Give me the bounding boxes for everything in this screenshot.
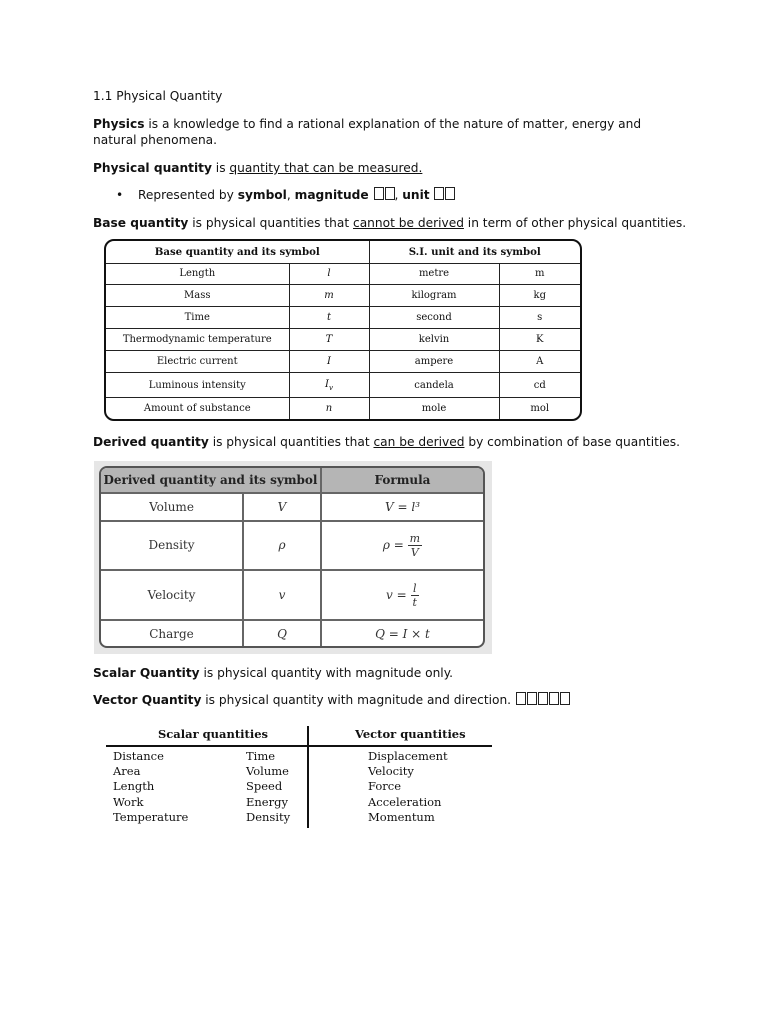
- list-item: Displacement: [368, 749, 448, 763]
- base-quantity-table: [104, 239, 582, 421]
- physical-quantity-term: Physical quantity: [93, 161, 212, 175]
- list-item: Length: [113, 779, 155, 794]
- scalar-list-col1: [113, 749, 188, 825]
- list-item: Momentum: [368, 809, 435, 824]
- base-quantity-definition: Base quantity is physical quantities that cannot be derived in term of other physical quantities.: [93, 216, 687, 230]
- list-item: Speed: [246, 779, 283, 794]
- physics-definition: [93, 116, 663, 148]
- missing-glyph-box: [516, 692, 526, 705]
- table-header: Base quantity and its symbol: [106, 241, 369, 263]
- bullet-dot: •: [116, 188, 124, 202]
- physical-quantity-definition: Physical quantity is quantity that can be measured.: [93, 161, 423, 175]
- table-header: S.I. unit and its symbol: [369, 241, 580, 263]
- missing-glyph-box: [560, 692, 570, 705]
- table-row: Density ρ ρ = $\frac{m}{V}$: [101, 521, 483, 571]
- list-item: Temperature: [113, 809, 189, 824]
- list-item: Energy: [246, 794, 288, 809]
- table-row: Velocity v v = $\frac{l}{t}$: [101, 570, 483, 620]
- table-row: Thermodynamic temperature T kelvin K: [106, 329, 580, 351]
- list-item: Work: [113, 794, 144, 809]
- physics-term: Physics: [93, 117, 145, 131]
- missing-glyph-box: [385, 187, 395, 200]
- vector-list: [368, 749, 448, 825]
- scalar-header: Scalar quantities: [158, 727, 269, 741]
- list-item: Distance: [113, 749, 164, 763]
- physical-quantity-underlined: quantity that can be measured.: [229, 161, 423, 175]
- table-row: Luminous intensity $I_v$ candela cd: [106, 372, 580, 398]
- table-header: Formula: [321, 468, 483, 493]
- derived-quantity-figure: [94, 461, 492, 654]
- vector-definition: Vector Quantity is physical quantity with magnitude and direction.: [93, 692, 570, 708]
- vector-header: Vector quantities: [355, 727, 466, 741]
- list-item: Area: [113, 764, 141, 779]
- table-row: Time t second s: [106, 307, 580, 329]
- table-row: Amount of substance n mole mol: [106, 398, 580, 419]
- missing-glyph-box: [374, 187, 384, 200]
- bullet-represented-by: • Represented by symbol, magnitude , unit: [116, 187, 455, 203]
- scalar-definition: Scalar Quantity is physical quantity with magnitude only.: [93, 666, 454, 680]
- table-row: Electric current I ampere A: [106, 351, 580, 373]
- fraction: $\frac{l}{t}$: [412, 581, 417, 609]
- divider-horizontal: [106, 745, 492, 747]
- missing-glyph-box: [434, 187, 444, 200]
- list-item: Density: [246, 809, 291, 824]
- physics-text: is a knowledge to find a rational explanation of the nature of matter, energy and natural phenomena.: [93, 117, 642, 147]
- derived-quantity-definition: Derived quantity is physical quantities that can be derived by combination of base quantities.: [93, 435, 680, 449]
- list-item: Velocity: [368, 764, 414, 779]
- missing-glyph-box: [445, 187, 455, 200]
- list-item: Volume: [246, 764, 289, 779]
- list-item: Time: [246, 749, 276, 763]
- fraction: $\frac{m}{V}$: [409, 531, 421, 559]
- section-title: 1.1 Physical Quantity: [93, 89, 223, 103]
- table-header: Derived quantity and its symbol: [101, 468, 321, 493]
- table-row: Volume V V = l³: [101, 493, 483, 521]
- table-row: Length l metre m: [106, 263, 580, 285]
- derived-quantity-table: [99, 466, 485, 648]
- scalar-list-col2: [246, 749, 290, 825]
- missing-glyph-box: [549, 692, 559, 705]
- missing-glyph-box: [538, 692, 548, 705]
- table-row: Mass m kilogram kg: [106, 285, 580, 307]
- table-row: Charge Q Q = I × t: [101, 620, 483, 646]
- missing-glyph-box: [527, 692, 537, 705]
- divider-vertical: [307, 726, 309, 828]
- list-item: Acceleration: [368, 794, 442, 809]
- list-item: Force: [368, 779, 402, 794]
